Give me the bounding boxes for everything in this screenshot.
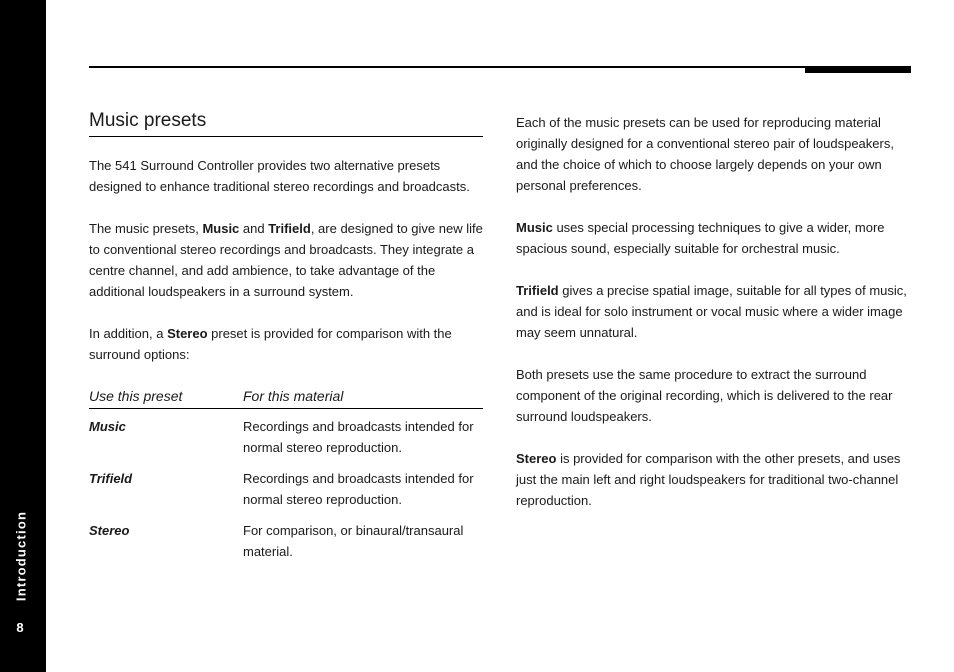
row-material: Recordings and broadcasts intended for normal stereo reproduction. xyxy=(243,471,474,507)
row-preset: Stereo xyxy=(89,523,130,538)
row-material: For comparison, or binaural/transaural material. xyxy=(243,523,464,559)
trifield-description: Trifield gives a precise spatial image, suitable for all types of music, and is ideal for solo instrument or vocal music where a wider image may seem unnatural. xyxy=(516,283,907,340)
row-preset: Music xyxy=(89,419,126,434)
overview-paragraph: Each of the music presets can be used for reproducing material originally designed for a conventional stereo pair of loudspeakers, and the choice of which to choose largely depends on your own personal preferences. xyxy=(516,115,894,193)
stereo-term: Stereo xyxy=(516,451,557,466)
music-description: Music uses special processing techniques to give a wider, more spacious sound, especially suitable for orchestral music. xyxy=(516,220,885,256)
intro-paragraph: The 541 Surround Controller provides two alternative presets designed to enhance traditional stereo recordings and broadcasts. xyxy=(89,158,470,194)
table-row xyxy=(89,416,483,458)
trifield-term: Trifield xyxy=(268,221,311,236)
preset-table xyxy=(89,386,483,562)
music-term: Music xyxy=(516,220,553,235)
left-column xyxy=(89,109,483,562)
stereo-description: Stereo is provided for comparison with the other presets, and uses just the main left and right loudspeakers for traditional two-channel reproduction. xyxy=(516,451,901,508)
sidebar xyxy=(0,0,46,672)
section-heading: Music presets xyxy=(89,109,483,137)
presets-paragraph: The music presets, Music and Trifield, are designed to give new life to conventional stereo recordings and broadcasts. They integrate a centre channel, and add ambience, to take advantage of the additional loudspeakers in a surround system. xyxy=(89,221,483,299)
right-column xyxy=(516,112,916,532)
section-label: Introduction xyxy=(13,510,29,602)
table-header xyxy=(89,386,483,409)
page-number: 8 xyxy=(16,620,24,635)
trifield-term: Trifield xyxy=(516,283,559,298)
table-row xyxy=(89,468,483,510)
procedure-paragraph: Both presets use the same procedure to extract the surround component of the original recording, which is delivered to the rear surround loudspeakers. xyxy=(516,367,893,424)
row-preset: Trifield xyxy=(89,471,133,486)
stereo-paragraph: In addition, a Stereo preset is provided for comparison with the surround options: xyxy=(89,326,452,362)
row-material: Recordings and broadcasts intended for normal stereo reproduction. xyxy=(243,419,474,455)
table-row xyxy=(89,520,483,562)
top-rule-tab xyxy=(805,66,911,73)
header-material: For this material xyxy=(243,388,344,404)
top-rule xyxy=(89,66,911,68)
header-preset: Use this preset xyxy=(89,388,183,404)
stereo-term: Stereo xyxy=(167,326,208,341)
music-term: Music xyxy=(202,221,240,236)
